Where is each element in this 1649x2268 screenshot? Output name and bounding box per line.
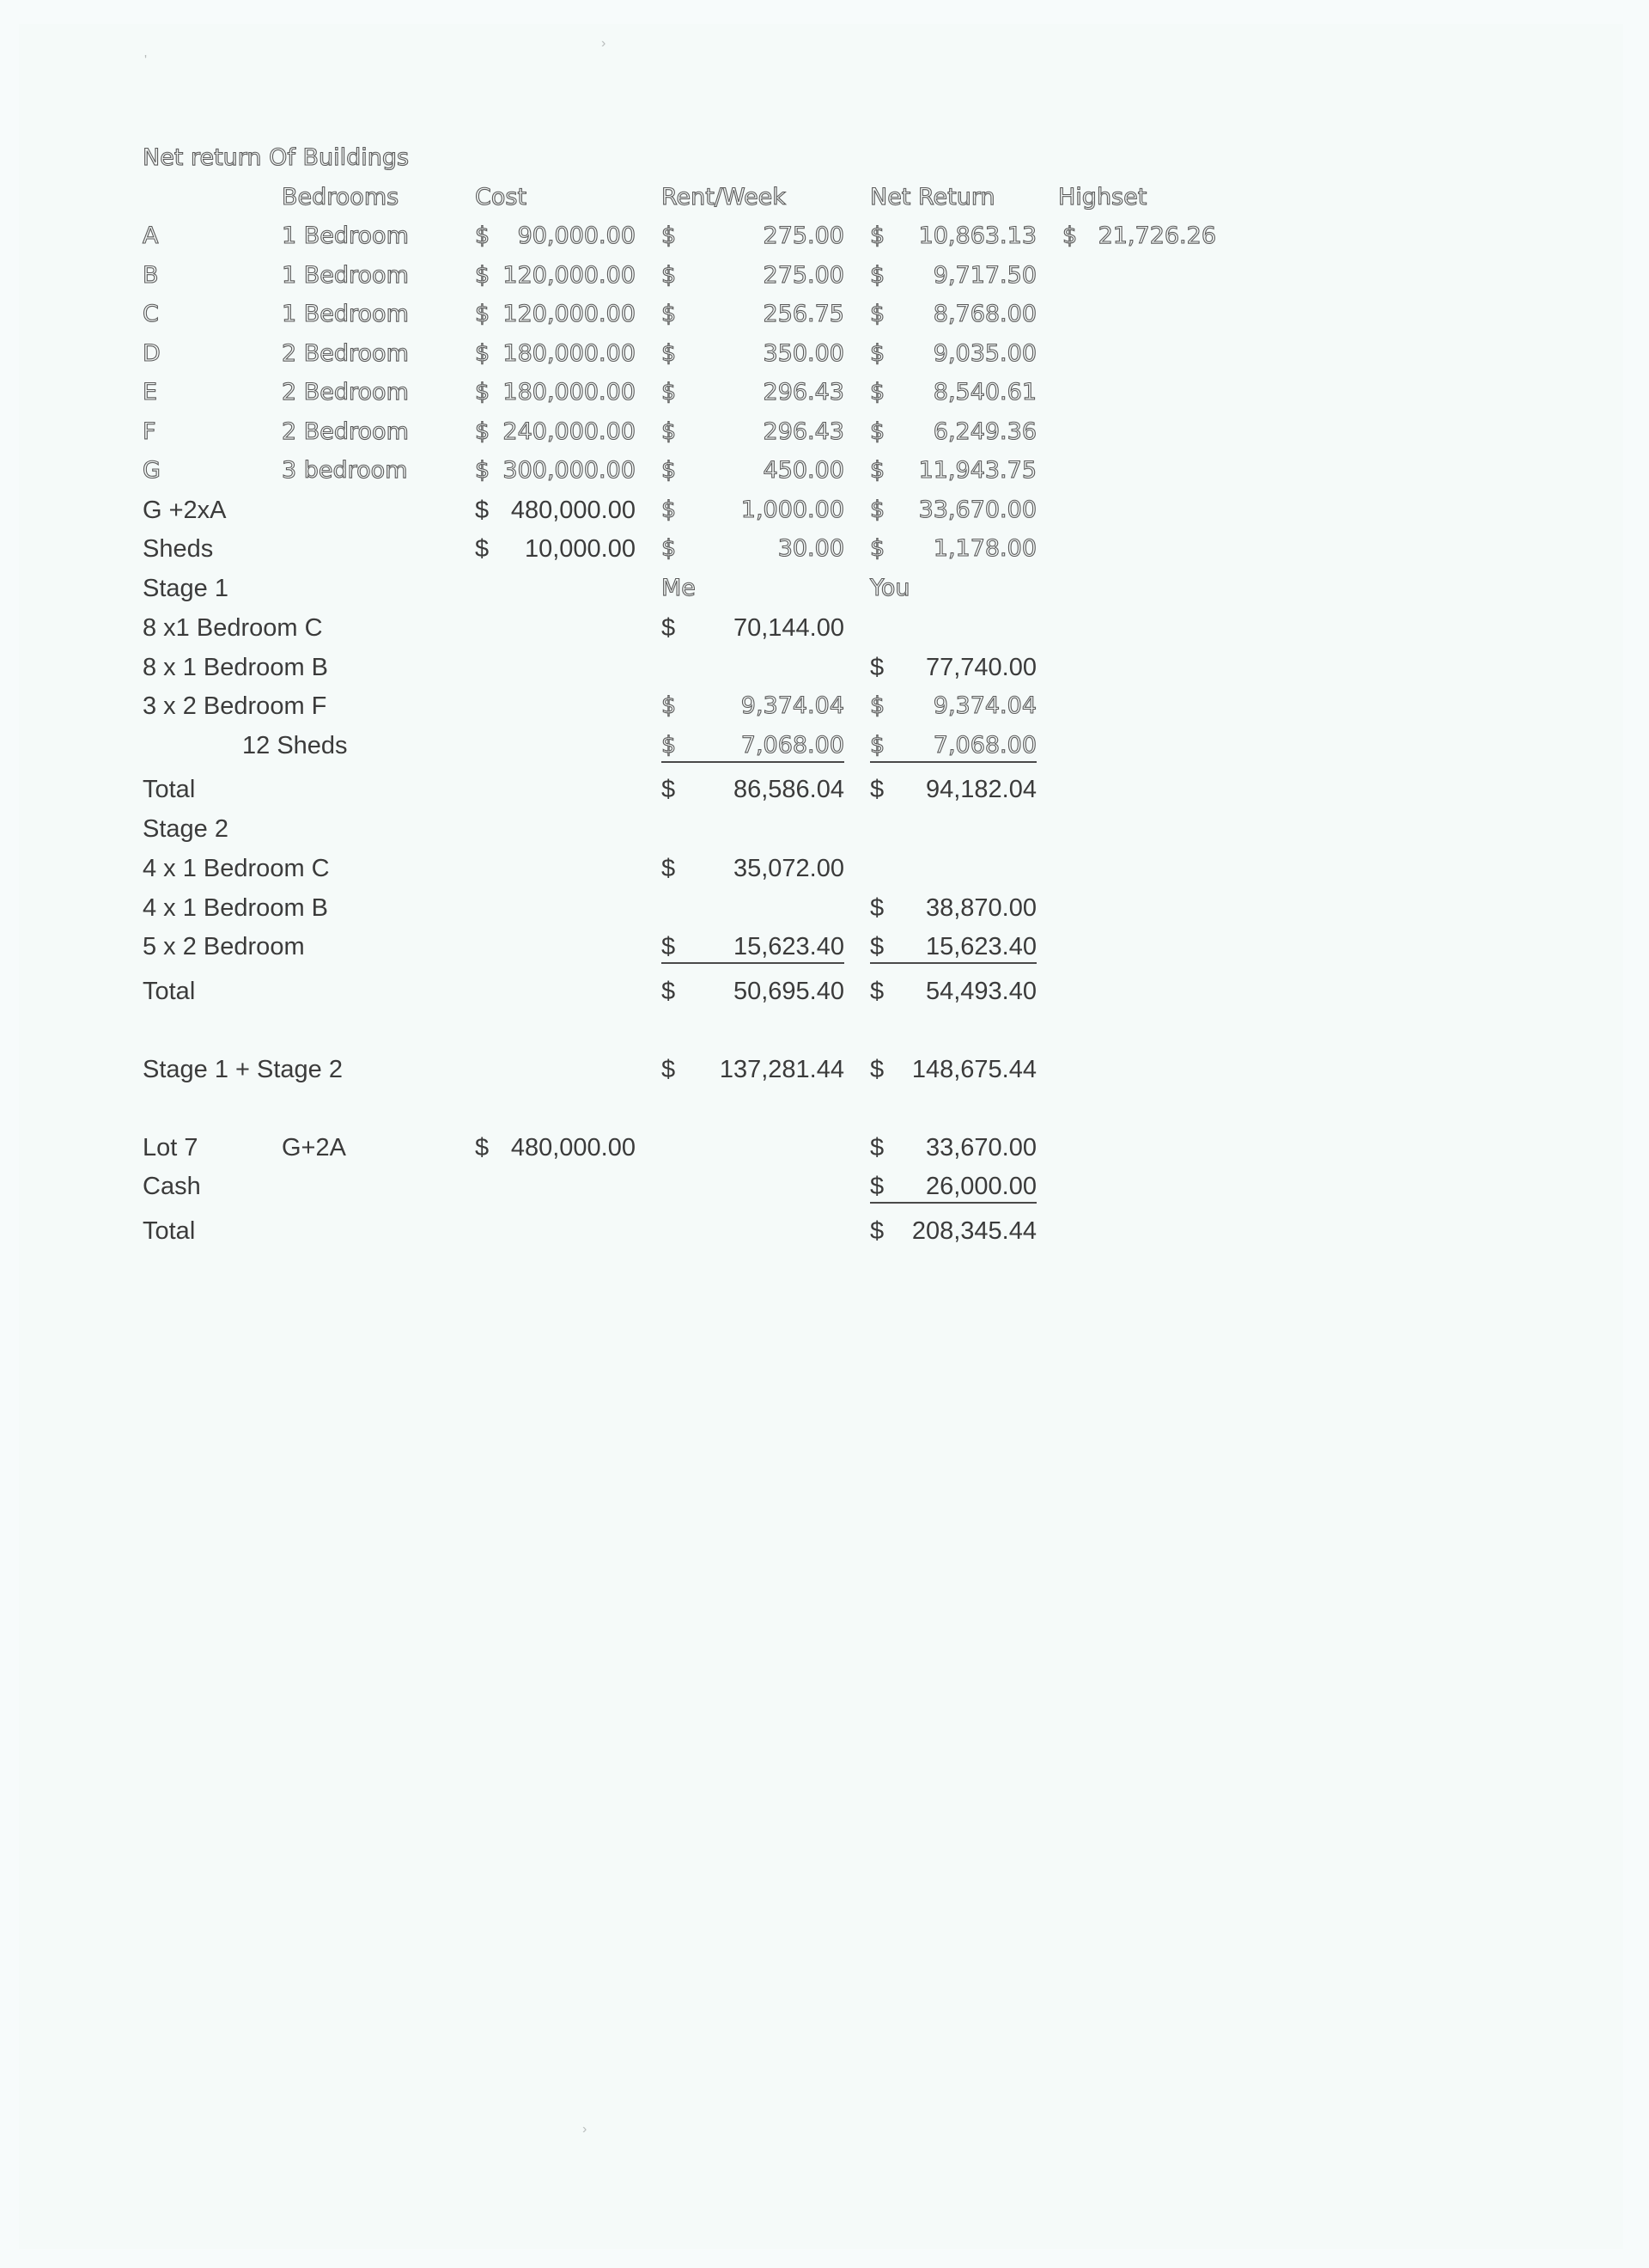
building-cost-currency: $ [475,379,490,405]
building-highest: 21,726.26 [1098,223,1216,249]
stage2-label: Stage 2 [143,815,228,843]
building-cost-currency: $ [475,497,490,524]
building-cost: 180,000.00 [502,379,636,405]
stage2-me-value: 35,072.00 [733,855,844,882]
lot-cost: 480,000.00 [510,1134,636,1161]
scan-speck: › [582,2122,587,2137]
stage1-row-label: 8 x 1 Bedroom B [143,654,328,681]
building-net-return-currency: $ [870,457,885,484]
building-net-return: 9,035.00 [933,340,1037,367]
lot-cost-currency: $ [475,1134,490,1161]
building-net-return-currency: $ [870,262,885,289]
stage1-you-value-currency: $ [870,654,885,681]
building-net-return-currency: $ [870,497,885,523]
building-label: Sheds [143,535,214,563]
header-highest: Highset [1058,184,1147,210]
building-cost: 240,000.00 [502,418,636,445]
building-label: A [143,223,159,249]
stage1-row-label: 8 x1 Bedroom C [143,614,323,642]
stage1-me-value: 9,374.04 [740,692,844,719]
stage1-row-label: 12 Sheds [242,732,348,759]
building-label: G [143,457,161,484]
building-net-return-currency: $ [870,418,885,445]
building-rent: 275.00 [763,262,844,289]
stage2-row-label: 5 x 2 Bedroom [143,933,305,960]
lot-value: 33,670.00 [925,1134,1037,1161]
building-net-return: 8,768.00 [933,301,1037,327]
building-rent-currency: $ [661,418,677,445]
building-bedrooms: 1 Bedroom [282,262,409,289]
stage2-me-value: 15,623.40 [733,933,844,960]
building-net-return-currency: $ [870,223,885,249]
building-cost-currency: $ [475,457,490,484]
building-rent: 256.75 [763,301,844,327]
stage2-total-you-currency: $ [870,978,885,1005]
building-cost-currency: $ [475,535,490,563]
stage2-total-me-currency: $ [661,978,676,1005]
building-rent: 450.00 [763,457,844,484]
header-bedrooms: Bedrooms [282,184,399,210]
building-net-return: 10,863.13 [918,223,1037,249]
building-cost: 480,000.00 [510,497,636,524]
building-label: G +2xA [143,497,227,524]
sheet-title: Net return Of Buildings [143,144,410,171]
building-label: C [143,301,159,327]
building-rent-currency: $ [661,457,677,484]
building-net-return: 1,178.00 [933,535,1037,562]
building-bedrooms: 2 Bedroom [282,340,409,367]
stage2-total-label: Total [143,978,196,1005]
header-net-return: Net Return [870,184,995,210]
building-net-return: 33,670.00 [918,497,1037,523]
building-net-return-currency: $ [870,535,885,562]
building-rent: 296.43 [763,379,844,405]
stage2-you-value: 15,623.40 [925,933,1037,960]
combined-me: 137,281.44 [719,1056,844,1083]
building-rent: 350.00 [763,340,844,367]
building-cost: 300,000.00 [502,457,636,484]
cash-value-currency: $ [870,1171,1037,1204]
combined-you: 148,675.44 [911,1056,1037,1083]
building-rent-currency: $ [661,301,677,327]
building-rent: 1,000.00 [740,497,844,523]
stage1-you-value-currency: $ [870,730,1037,763]
building-bedrooms: 2 Bedroom [282,379,409,405]
building-net-return-currency: $ [870,340,885,367]
stage1-you-value: 9,374.04 [933,692,1037,719]
combined-me-currency: $ [661,1056,676,1083]
building-cost: 120,000.00 [502,262,636,289]
header-cost: Cost [475,184,527,210]
grand-total-value-currency: $ [870,1217,885,1245]
stage1-me-value: 7,068.00 [740,732,844,759]
you-header: You [870,575,910,601]
building-bedrooms: 1 Bedroom [282,301,409,327]
building-bedrooms: 2 Bedroom [282,418,409,445]
stage1-total-me-currency: $ [661,776,676,803]
building-highest-currency: $ [1062,223,1078,249]
stage1-total-label: Total [143,776,196,803]
stage2-row-label: 4 x 1 Bedroom B [143,894,328,922]
stage2-me-value-currency: $ [661,931,844,964]
stage2-total-me: 50,695.40 [733,978,844,1005]
building-label: F [143,418,156,445]
stage2-you-value: 38,870.00 [925,894,1037,922]
building-rent: 275.00 [763,223,844,249]
building-rent-currency: $ [661,497,677,523]
building-rent-currency: $ [661,340,677,367]
building-cost-currency: $ [475,262,490,289]
scan-speck: ' [144,53,148,68]
me-header: Me [661,575,696,601]
lot-value-currency: $ [870,1134,885,1161]
stage1-me-value: 70,144.00 [733,614,844,642]
building-net-return: 6,249.36 [933,418,1037,445]
combined-you-currency: $ [870,1056,885,1083]
building-net-return: 11,943.75 [918,457,1037,484]
stage1-me-value-currency: $ [661,614,676,642]
stage1-total-you: 94,182.04 [925,776,1037,803]
building-cost-currency: $ [475,301,490,327]
stage2-you-value-currency: $ [870,931,1037,964]
stage1-me-value-currency: $ [661,730,844,763]
building-bedrooms: 3 bedroom [282,457,408,484]
stage1-you-value-currency: $ [870,692,885,719]
building-cost-currency: $ [475,223,490,249]
header-rent-week: Rent/Week [661,184,786,210]
building-label: B [143,262,159,289]
building-rent: 30.00 [777,535,844,562]
building-cost-currency: $ [475,340,490,367]
combined-label: Stage 1 + Stage 2 [143,1056,343,1083]
stage1-you-value: 7,068.00 [933,732,1037,759]
stage1-row-label: 3 x 2 Bedroom F [143,692,327,720]
building-cost: 10,000.00 [524,535,636,563]
lot-type: G+2A [282,1134,346,1161]
cash-label: Cash [143,1173,201,1200]
building-label: E [143,379,158,405]
lot-label: Lot 7 [143,1134,198,1161]
stage1-total-you-currency: $ [870,776,885,803]
building-cost: 180,000.00 [502,340,636,367]
building-rent-currency: $ [661,223,677,249]
building-rent-currency: $ [661,535,677,562]
building-rent: 296.43 [763,418,844,445]
stage2-row-label: 4 x 1 Bedroom C [143,855,330,882]
building-net-return-currency: $ [870,301,885,327]
building-cost: 90,000.00 [517,223,636,249]
building-bedrooms: 1 Bedroom [282,223,409,249]
building-rent-currency: $ [661,262,677,289]
building-cost-currency: $ [475,418,490,445]
building-rent-currency: $ [661,379,677,405]
stage2-you-value-currency: $ [870,894,885,922]
scan-speck: › [601,36,606,51]
building-net-return-currency: $ [870,379,885,405]
stage1-label: Stage 1 [143,575,228,602]
grand-total-value: 208,345.44 [911,1217,1037,1245]
cash-value: 26,000.00 [925,1173,1037,1200]
building-cost: 120,000.00 [502,301,636,327]
stage2-total-you: 54,493.40 [925,978,1037,1005]
stage1-me-value-currency: $ [661,692,677,719]
building-net-return: 9,717.50 [933,262,1037,289]
stage1-total-me: 86,586.04 [733,776,844,803]
stage1-you-value: 77,740.00 [925,654,1037,681]
grand-total-label: Total [143,1217,196,1245]
building-label: D [143,340,161,367]
building-net-return: 8,540.61 [933,379,1037,405]
stage2-me-value-currency: $ [661,855,676,882]
